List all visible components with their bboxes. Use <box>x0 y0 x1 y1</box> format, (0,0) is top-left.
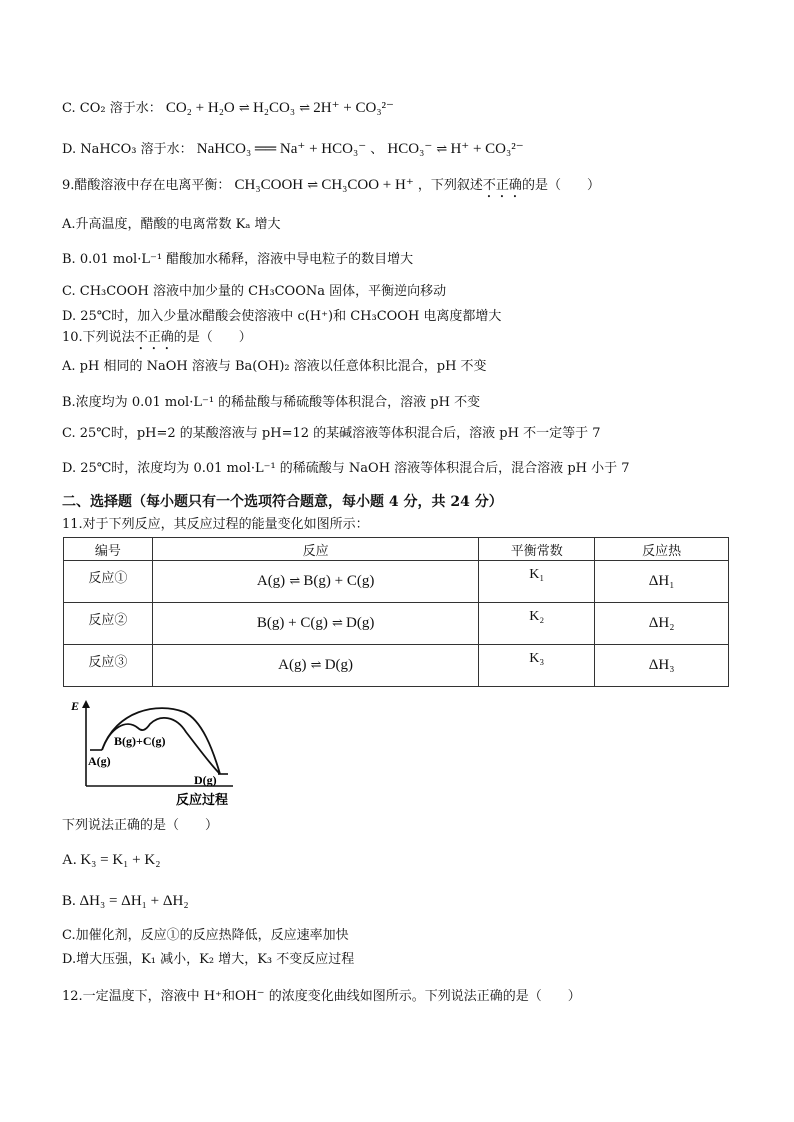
table-row <box>64 645 729 687</box>
q10-stem-a: 10.下列说法 <box>62 330 135 345</box>
reversible-arrow-icon: ⇌ <box>436 142 447 157</box>
reversible-arrow-icon: ⇌ <box>289 574 300 589</box>
q9-stem-b: ，下列叙述 <box>417 178 483 193</box>
q8-option-c-eq-mid: H₂CO₃ <box>252 100 296 116</box>
table-row <box>64 561 729 603</box>
q9-eq-left: CH₃COOH <box>234 177 304 193</box>
q10-option-b: B.浓度均为 0.01 mol·L⁻¹ 的稀盐酸与稀硫酸等体积混合，溶液 pH 不变 <box>62 395 481 410</box>
header-heat: 反应热 <box>595 538 729 561</box>
x-axis-label: 反应过程 <box>176 793 229 808</box>
h-value: ΔH₂ <box>648 615 675 631</box>
reaction-table <box>63 537 729 687</box>
header-k: 平衡常数 <box>479 538 595 561</box>
q8-option-d-eq1: NaHCO₃ ══ Na⁺ + HCO₃⁻ <box>196 141 367 157</box>
q12-stem-b: 的浓度变化曲线如图所示。下列说法正确的是（ ） <box>264 989 581 1004</box>
q9-stem-emphasis: 不正确 <box>482 178 522 193</box>
row-id: 反应② <box>88 613 128 628</box>
k-value: K₂ <box>529 609 545 624</box>
row-id: 反应① <box>88 571 128 586</box>
q9-stem-a: 9.醋酸溶液中存在电离平衡： <box>62 178 231 193</box>
reversible-arrow-icon: ⇌ <box>307 178 318 193</box>
eq-right: D(g) <box>346 615 375 631</box>
q12-stem <box>62 987 581 1006</box>
header-id: 编号 <box>64 538 153 561</box>
q10-option-a: A. pH 相同的 NaOH 溶液与 Ba(OH)₂ 溶液以任意体积比混合，pH 不变 <box>62 359 487 374</box>
q11-option-c: C.加催化剂，反应①的反应热降低，反应速率加快 <box>62 928 349 943</box>
q9-eq-right: CH₃COO + H⁺ <box>321 177 414 193</box>
label-d: D(g) <box>194 773 217 787</box>
reversible-arrow-icon: ⇌ <box>238 101 249 116</box>
q11-ask: 下列说法正确的是（ ） <box>62 818 219 833</box>
eq-left: A(g) <box>256 573 286 589</box>
q9-option-d: D. 25℃时，加入少量冰醋酸会使溶液中 c(H⁺)和 CH₃COOH 电离度都增大 <box>62 309 502 324</box>
q8-option-c-eq-left: CO₂ + H₂O <box>165 100 235 116</box>
label-bc: B(g)+C(g) <box>114 734 166 748</box>
header-reaction: 反应 <box>152 538 478 561</box>
q8-option-d <box>62 140 524 159</box>
q12-stem-oh: OH⁻ <box>235 988 265 1004</box>
reversible-arrow-icon: ⇌ <box>310 658 321 673</box>
q8-option-d-eq2-right: H⁺ + CO₃²⁻ <box>450 141 524 157</box>
q11-option-b: B. ΔH₃ = ΔH₁ + ΔH₂ <box>62 893 189 909</box>
q8-option-c <box>62 99 394 118</box>
q10-stem-emphasis: 不正确 <box>134 330 174 345</box>
eq-right: D(g) <box>324 657 354 673</box>
q10-stem-c: 的是（ ） <box>173 330 252 345</box>
k-value: K₁ <box>529 567 545 582</box>
q9-option-c: C. CH₃COOH 溶液中加少量的 CH₃COONa 固体，平衡逆向移动 <box>62 284 447 299</box>
eq-right: B(g) + C(g) <box>303 573 375 589</box>
table-header-row <box>64 538 729 561</box>
q10-option-c: C. 25℃时，pH=2 的某酸溶液与 pH=12 的某碱溶液等体积混合后，溶液 pH 不一定等于 7 <box>62 426 601 441</box>
q11-option-d: D.增大压强，K₁ 减小，K₂ 增大，K₃ 不变反应过程 <box>62 952 355 967</box>
q10-option-d: D. 25℃时，浓度均为 0.01 mol·L⁻¹ 的稀硫酸与 NaOH 溶液等体积混合后，混合溶液 pH 小于 7 <box>62 461 630 476</box>
row-id: 反应③ <box>88 655 128 670</box>
label-a: A(g) <box>88 754 111 768</box>
q8-option-c-eq-right: 2H⁺ + CO₃²⁻ <box>313 100 394 116</box>
section-heading: 二、选择题（每小题只有一个选项符合题意，每小题 4 分，共 24 分） <box>62 494 503 510</box>
q9-option-b: B. 0.01 mol·L⁻¹ 醋酸加水稀释，溶液中导电粒子的数目增大 <box>62 252 414 267</box>
q8-option-d-sep: 、 <box>370 142 384 157</box>
q8-option-d-eq2-left: HCO₃⁻ <box>387 141 433 157</box>
y-axis-arrow-icon <box>82 700 90 708</box>
reversible-arrow-icon: ⇌ <box>331 616 342 631</box>
table-row <box>64 603 729 645</box>
y-axis-label: E <box>71 699 80 713</box>
q8-option-d-label: D. NaHCO₃ 溶于水： <box>62 142 193 157</box>
eq-left: A(g) <box>278 657 307 673</box>
h-value: ΔH₃ <box>648 657 675 673</box>
reversible-arrow-icon: ⇌ <box>299 101 310 116</box>
q12-stem-a: 12.一定温度下，溶液中 H⁺和 <box>62 989 236 1004</box>
eq-left: B(g) + C(g) <box>256 615 328 631</box>
k-value: K₃ <box>529 651 545 666</box>
q9-stem-c: 的是（ ） <box>521 178 600 193</box>
q9-stem <box>62 176 600 201</box>
q8-option-c-label: C. CO₂ 溶于水： <box>62 101 162 116</box>
h-value: ΔH₁ <box>648 573 675 589</box>
q10-stem <box>62 329 252 353</box>
energy-diagram <box>68 698 248 808</box>
q11-option-a: A. K₃ = K₁ + K₂ <box>62 852 161 868</box>
q11-stem: 11.对于下列反应，其反应过程的能量变化如图所示： <box>62 517 369 532</box>
q9-option-a: A.升高温度，醋酸的电离常数 Kₐ 增大 <box>62 217 281 232</box>
